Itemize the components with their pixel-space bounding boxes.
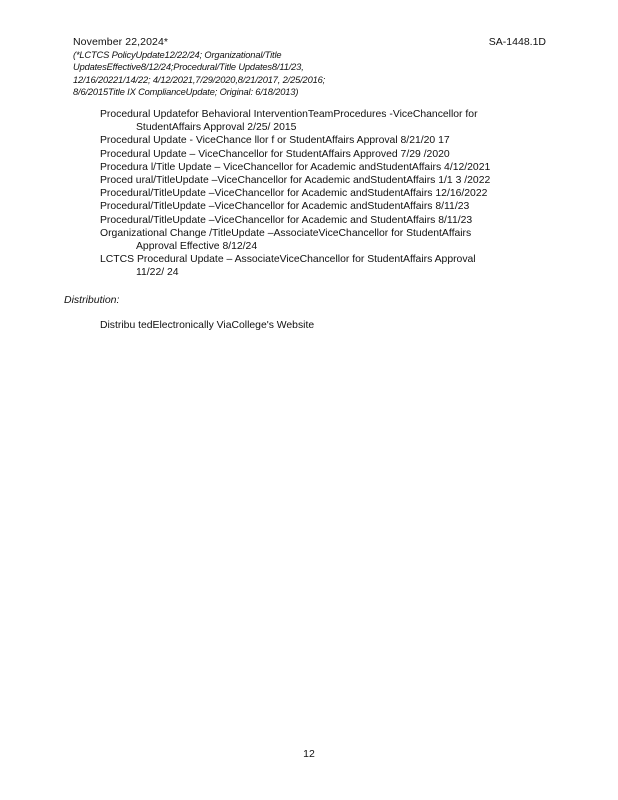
- document-id: SA-1448.1D: [488, 36, 546, 48]
- revision-note-line: UpdatesEffective8/12/24;Procedural/Title Updates8/11/23,: [73, 62, 304, 73]
- update-entry: Procedura l/Title Update – ViceChancellor for Academic andStudentAffairs 4/12/2021: [100, 161, 491, 173]
- revision-history-note: [73, 49, 373, 98]
- distribution-heading: Distribution:: [64, 294, 120, 306]
- update-entry: Procedural Update – ViceChancellor for StudentAffairs Approved 7/29 /2020: [100, 148, 450, 160]
- update-entry-continuation: Approval Effective 8/12/24: [136, 241, 258, 253]
- update-entry: LCTCS Procedural Update – AssociateViceChancellor for StudentAffairs Approval: [100, 254, 476, 266]
- update-entry: Proced ural/TitleUpdate –ViceChancellor for Academic andStudentAffairs 1/1 3 /2022: [100, 175, 491, 187]
- update-entry: Procedural/TitleUpdate –ViceChancellor for Academic andStudentAffairs 8/11/23: [100, 201, 470, 213]
- page-number: 12: [303, 748, 315, 760]
- update-entry-continuation: StudentAffairs Approval 2/25/ 2015: [136, 122, 297, 134]
- update-history-list: [100, 108, 550, 280]
- update-entry: Procedural Update - ViceChance llor f or StudentAffairs Approval 8/21/20 17: [100, 135, 450, 147]
- revision-note-line: (*LCTCS PolicyUpdate12/22/24; Organizational/Title: [73, 50, 282, 60]
- update-entry: Organizational Change /TitleUpdate –AssociateViceChancellor for StudentAffairs: [100, 227, 472, 239]
- distribution-text: Distribu tedElectronically ViaCollege's Website: [100, 320, 315, 331]
- header-date: November 22,2024*: [73, 36, 169, 48]
- revision-note-line: 8/6/2015Title IX ComplianceUpdate; Original: 6/18/2013): [73, 86, 299, 97]
- revision-note-line: 12/16/20221/14/22; 4/12/2021,7/29/2020,8/21/2017, 2/25/2016;: [73, 74, 326, 85]
- update-entry: Procedural Updatefor Behavioral InterventionTeamProcedures -ViceChancellor for: [100, 109, 478, 120]
- update-entry-continuation: 11/22/ 24: [136, 267, 179, 279]
- update-entry: Procedural/TitleUpdate –ViceChancellor for Academic and StudentAffairs 8/11/23: [100, 214, 473, 226]
- update-entry: Procedural/TitleUpdate –ViceChancellor for Academic andStudentAffairs 12/16/2022: [100, 188, 488, 200]
